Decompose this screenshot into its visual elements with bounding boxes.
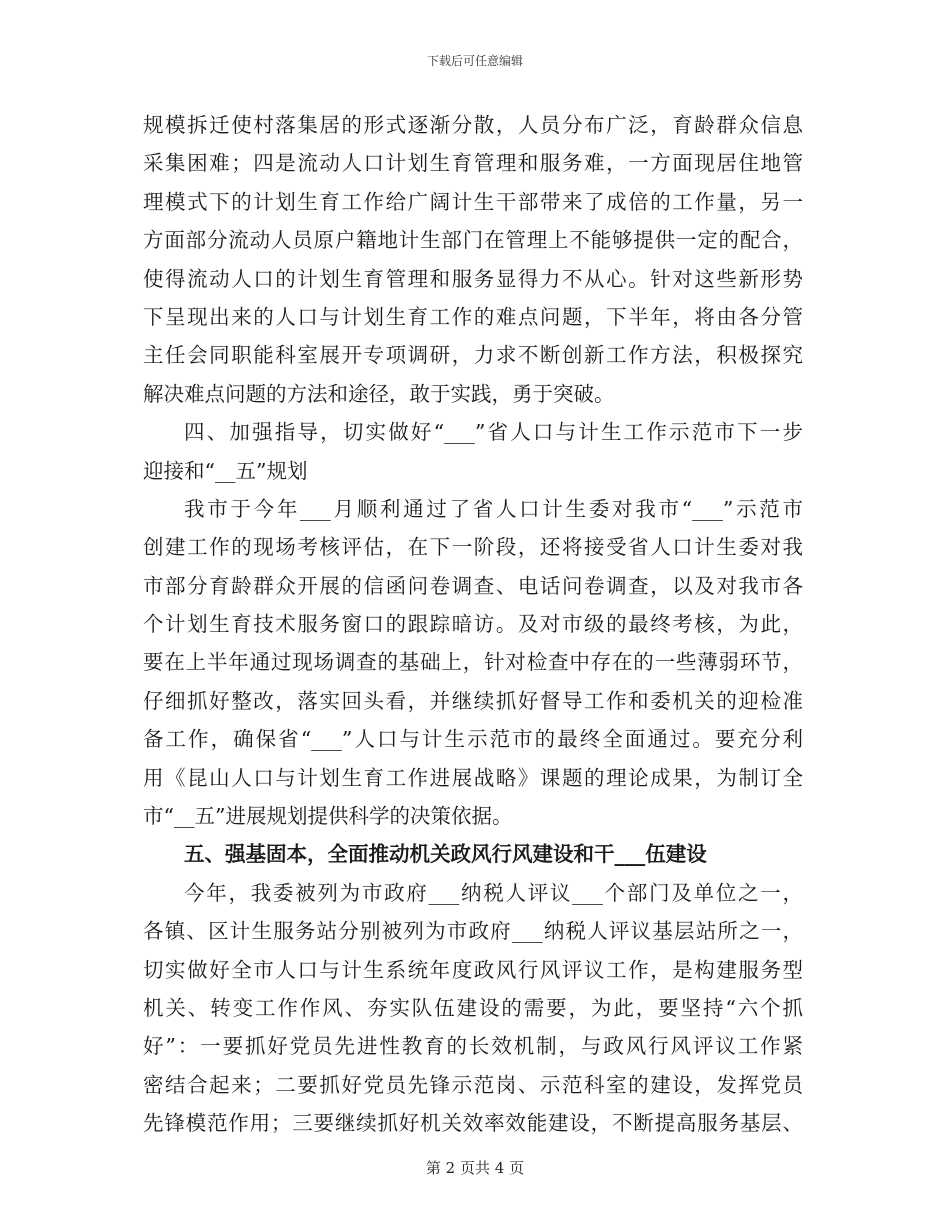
text-line: 备工作，确保省“___”人口与计生示范市的最终全面通过。要充分利	[143, 727, 803, 752]
text-line: 四、加强指导，切实做好“___”省人口与计生工作示范市下一步	[184, 420, 803, 445]
text-line: 创建工作的现场考核评估，在下一阶段，还将接受省人口计生委对我	[143, 535, 803, 560]
text-line: 主任会同职能科室展开专项调研，力求不断创新工作方法，积极探究	[143, 343, 803, 368]
text-line: 市“__五”进展规划提供科学的决策依据。	[143, 804, 513, 829]
page-footer: 第 2 页共 4 页	[425, 1159, 525, 1177]
text-line: 切实做好全市人口与计生系统年度政风行风评议工作，是构建服务型	[143, 957, 803, 982]
text-line: 方面部分流动人员原户籍地计生部门在管理上不能够提供一定的配合，	[143, 228, 803, 253]
text-line: 个计划生育技术服务窗口的跟踪暗访。及对市级的最终考核，为此，	[143, 612, 803, 637]
text-line: 各镇、区计生服务站分别被列为市政府___纳税人评议基层站所之一，	[143, 919, 803, 944]
document-body	[143, 106, 803, 1143]
text-line: 先锋模范作用；三要继续抓好机关效率效能建设，不断提高服务基层、	[143, 1111, 803, 1136]
text-line: 使得流动人口的计划生育管理和服务显得力不从心。针对这些新形势	[143, 266, 803, 291]
text-line: 下呈现出来的人口与计划生育工作的难点问题，下半年，将由各分管	[143, 304, 803, 329]
text-line: 密结合起来；二要抓好党员先锋示范岗、示范科室的建设，发挥党员	[143, 1072, 803, 1097]
text-line: 机关、转变工作作风、夯实队伍建设的需要，为此，要坚持“六个抓	[143, 995, 803, 1020]
text-line: 我市于今年___月顺利通过了省人口计生委对我市“___”示范市	[184, 496, 803, 521]
text-line: 采集困难；四是流动人口计划生育管理和服务难，一方面现居住地管	[143, 151, 803, 176]
text-line: 要在上半年通过现场调查的基础上，针对检查中存在的一些薄弱环节，	[143, 650, 803, 675]
text-line: 解决难点问题的方法和途径，敢于实践，勇于突破。	[143, 381, 615, 406]
text-line: 今年，我委被列为市政府___纳税人评议___个部门及单位之一，	[184, 880, 803, 905]
text-line: 规模拆迁使村落集居的形式逐渐分散，人员分布广泛，育龄群众信息	[143, 113, 803, 137]
text-line: 理模式下的计划生育工作给广阔计生干部带来了成倍的工作量，另一	[143, 189, 803, 214]
text-line: 仔细抓好整改，落实回头看，并继续抓好督导工作和委机关的迎检准	[143, 688, 803, 713]
text-line: 好”：一要抓好党员先进性教育的长效机制，与政风行风评议工作紧	[143, 1034, 803, 1059]
page-header: 下载后可任意编辑	[426, 54, 523, 68]
text-line: 市部分育龄群众开展的信函问卷调查、电话问卷调查，以及对我市各	[143, 573, 803, 598]
text-line: 迎接和“__五”规划	[143, 458, 308, 483]
text-line: 用《昆山人口与计划生育工作进展战略》课题的理论成果，为制订全	[143, 765, 803, 790]
section-heading: 五、强基固本，全面推动机关政风行风建设和干___伍建设	[184, 842, 707, 867]
